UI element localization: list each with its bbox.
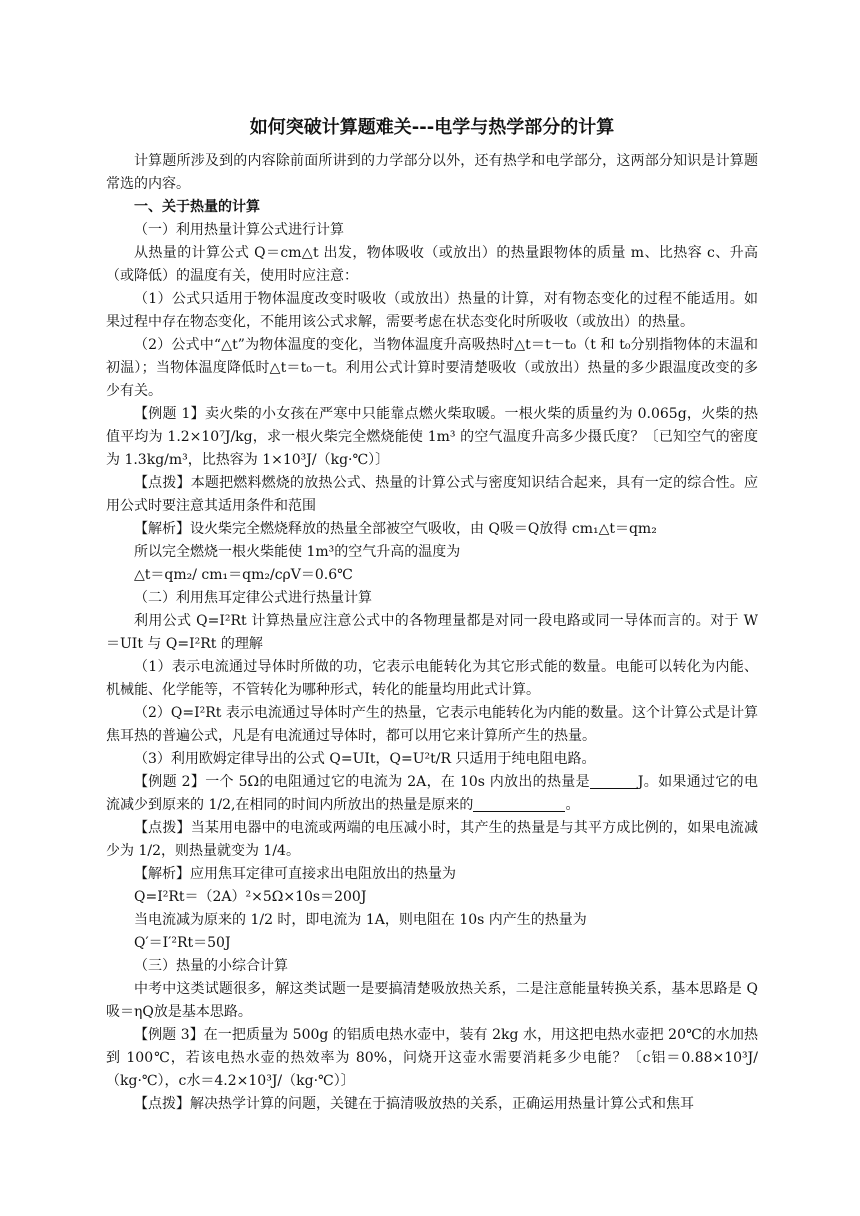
paragraph-joule-law: 利用公式 Q=I²Rt 计算热量应注意公式中的各物理量都是对同一段电路或同一导体而言的。对于 W＝UIt 与 Q=I²Rt 的理解 — [106, 613, 758, 652]
example-1-solution-line: 所以完全燃烧一根火柴能使 1m³的空气升高的温度为 — [134, 544, 461, 560]
paragraph-combined: 中考中这类试题很多，解这类试题一是要搞清楚吸放热关系，二是注意能量转换关系，基本思路是 Q吸＝ηQ放是基本思路。 — [106, 981, 758, 1020]
subheading-1: （一）利用热量计算公式进行计算 — [134, 222, 344, 238]
example-2-part-c: 。 — [565, 797, 580, 813]
note-2-3: （3）利用欧姆定律导出的公式 Q=UIt，Q=U²t/R 只适用于纯电阻电路。 — [134, 751, 596, 767]
example-2-result: Q′＝I′²Rt＝50J — [134, 935, 231, 951]
document-page — [106, 114, 758, 1116]
answer-blank-2 — [473, 795, 565, 812]
section-heading-1: 一、关于热量的计算 — [134, 199, 260, 215]
example-2 — [106, 771, 758, 817]
subheading-2: （二）利用焦耳定律公式进行热量计算 — [134, 590, 372, 606]
example-2-part-b: J。如果通过它的电流减少到原来的 1/2,在相同的时间内所放出的热量是原来的 — [106, 774, 758, 813]
example-3: 【例题 3】在一把质量为 500g 的铝质电热水壶中，装有 2kg 水，用这把电热水壶把 20℃的水加热到 100℃，若该电热水壶的热效率为 80%，问烧开这壶水需要消耗多少电能？〔c铝＝0.88×10³J/（kg·℃），c水＝4.2×10³J/（kg·℃）〕 — [106, 1027, 758, 1089]
example-2-solution-line: 当电流减为原来的 1/2 时，即电流为 1A，则电阻在 10s 内产生的热量为 — [134, 912, 587, 928]
note-2-1: （1）表示电流通过导体时所做的功，它表示电能转化为其它形式能的数量。电能可以转化为内能、机械能、化学能等，不管转化为哪种形式，转化的能量均用此式计算。 — [106, 659, 758, 698]
example-2-part-a: 【例题 2】一个 5Ω的电阻通过它的电流为 2A，在 10s 内放出的热量是 — [134, 774, 590, 790]
paragraph-heat-formula: 从热量的计算公式 Q＝cm△t 出发，物体吸收（或放出）的热量跟物体的质量 m、比热容 c、升高（或降低）的温度有关，使用时应注意： — [106, 245, 758, 284]
document-title: 如何突破计算题难关---电学与热学部分的计算 — [249, 117, 615, 138]
example-1-tip: 【点拨】本题把燃料燃烧的放热公式、热量的计算公式与密度知识结合起来，具有一定的综合性。应用公式时要注意其适用条件和范围 — [106, 475, 758, 514]
note-1-2: （2）公式中“△t”为物体温度的变化，当物体温度升高吸热时△t＝t－t₀（t 和 t₀分别指物体的末温和初温）；当物体温度降低时△t＝t₀－t。利用公式计算时要清楚吸收（或放出）热量的多少跟温度改变的多少有关。 — [106, 337, 758, 399]
example-2-solution: 【解析】应用焦耳定律可直接求出电阻放出的热量为 — [134, 866, 456, 882]
note-2-2: （2）Q=I²Rt 表示电流通过导体时产生的热量，它表示电能转化为内能的数量。这个计算公式是计算焦耳热的普遍公式，凡是有电流通过导体时，都可以用它来计算所产生的热量。 — [106, 705, 758, 744]
example-1-result: △t＝qm₂/ cm₁＝qm₂/cρV＝0.6℃ — [134, 567, 353, 583]
example-2-formula: Q=I²Rt＝（2A）²×5Ω×10s＝200J — [134, 889, 367, 905]
example-2-tip: 【点拨】当某用电器中的电流或两端的电压减小时，其产生的热量是与其平方成比例的，如果电流减少为 1/2，则热量就变为 1/4。 — [106, 820, 758, 859]
example-1-solution: 【解析】设火柴完全燃烧释放的热量全部被空气吸收，由 Q吸＝Q放得 cm₁△t＝qm₂ — [134, 521, 657, 537]
intro-paragraph: 计算题所涉及到的内容除前面所讲到的力学部分以外，还有热学和电学部分，这两部分知识是计算题常选的内容。 — [106, 153, 758, 192]
example-3-tip: 【点拨】解决热学计算的问题，关键在于搞清吸放热的关系，正确运用热量计算公式和焦耳 — [134, 1096, 694, 1112]
subheading-3: （三）热量的小综合计算 — [134, 958, 288, 974]
note-1-1: （1）公式只适用于物体温度改变时吸收（或放出）热量的计算，对有物态变化的过程不能适用。如果过程中存在物态变化，不能用该公式求解，需要考虑在状态变化时所吸收（或放出）的热量。 — [106, 291, 758, 330]
answer-blank-1 — [590, 772, 638, 789]
example-1: 【例题 1】卖火柴的小女孩在严寒中只能靠点燃火柴取暖。一根火柴的质量约为 0.065g，火柴的热值平均为 1.2×10⁷J/kg，求一根火柴完全燃烧能使 1m³ 的空气温度升高多少摄氏度？〔已知空气的密度为 1.3kg/m³，比热容为 1×10³J/（kg·℃）〕 — [106, 406, 758, 468]
